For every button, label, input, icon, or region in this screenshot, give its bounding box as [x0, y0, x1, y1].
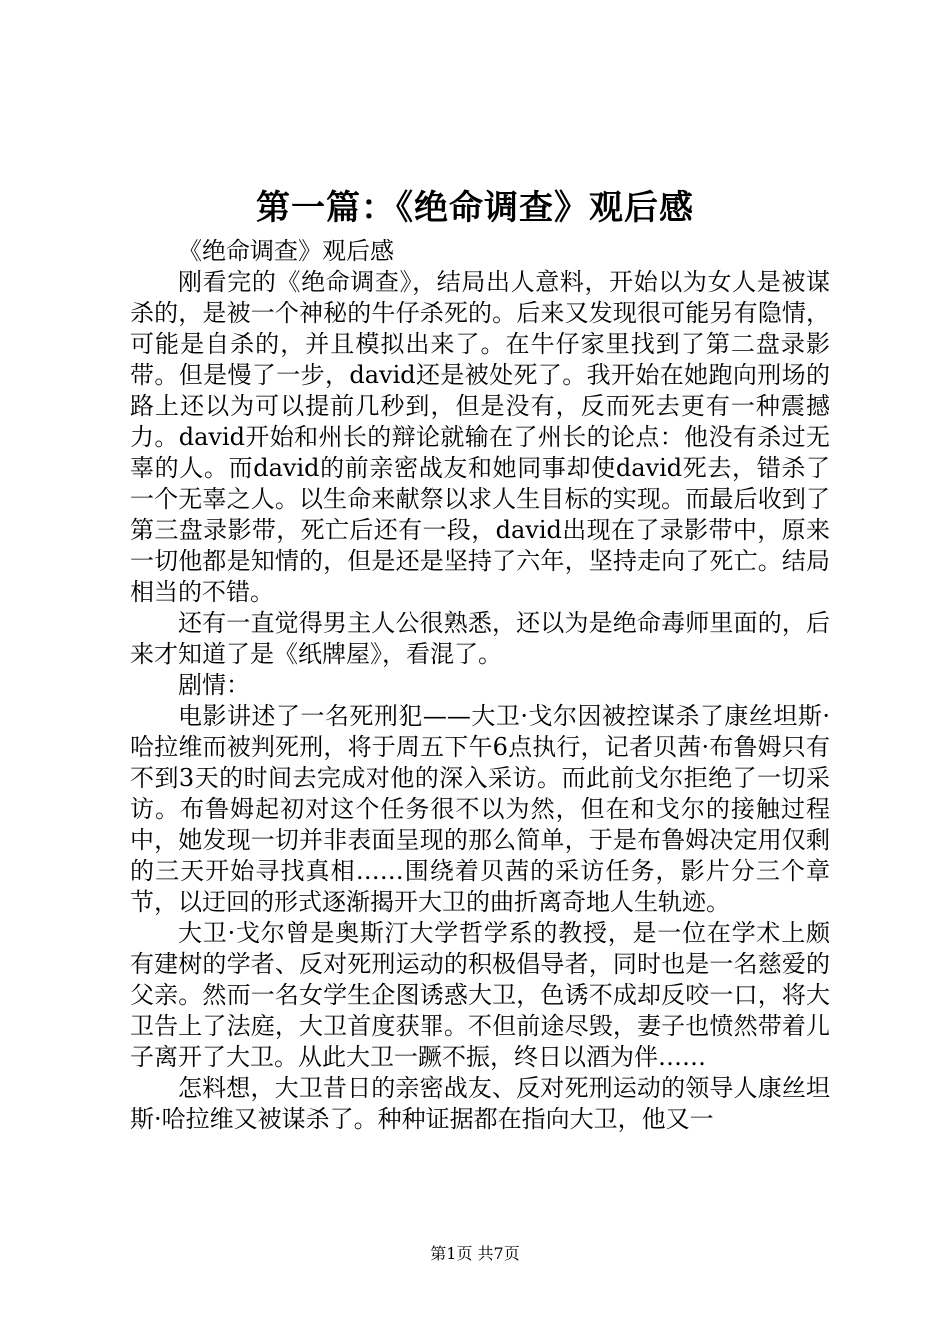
paragraph: 还有一直觉得男主人公很熟悉，还以为是绝命毒师里面的，后来才知道了是《纸牌屋》，看混了。: [130, 609, 830, 668]
paragraph-subtitle: 《绝命调查》观后感: [178, 237, 394, 265]
paragraph: 电影讲述了一名死刑犯——大卫·戈尔因被控谋杀了康丝坦斯·哈拉维而被判死刑，将于周五下午6点执行，记者贝茜·布鲁姆只有不到3天的时间去完成对他的深入采访。而此前戈尔拒绝了一切采访。布鲁姆起初对这个任务很不以为然，但在和戈尔的接触过程中，她发现一切并非表面呈现的那么简单，于是布鲁姆决定用仅剩的三天开始寻找真相……围绕着贝茜的采访任务，影片分三个章节，以迂回的形式逐渐揭开大卫的曲折离奇地人生轨迹。: [130, 702, 830, 916]
page-footer: 第1页 共7页: [430, 1244, 520, 1263]
paragraph-heading: 剧情：: [178, 671, 250, 699]
paragraph: 大卫·戈尔曾是奥斯汀大学哲学系的教授，是一位在学术上颇有建树的学者、反对死刑运动的积极倡导者，同时也是一名慈爱的父亲。然而一名女学生企图诱惑大卫，色诱不成却反咬一口，将大卫告上了法庭，大卫首度获罪。不但前途尽毁，妻子也愤然带着儿子离开了大卫。从此大卫一蹶不振，终日以酒为伴……: [130, 919, 830, 1071]
paragraph: 怎料想，大卫昔日的亲密战友、反对死刑运动的领导人康丝坦斯·哈拉维又被谋杀了。种种证据都在指向大卫，他又一: [130, 1074, 830, 1133]
document-body: [130, 236, 830, 1135]
document-title: 第一篇：《绝命调查》观后感: [256, 188, 694, 228]
paragraph: 刚看完的《绝命调查》，结局出人意料，开始以为女人是被谋杀的，是被一个神秘的牛仔杀死的。后来又发现很可能另有隐情，可能是自杀的，并且模拟出来了。在牛仔家里找到了第二盘录影带。但是慢了一步，david还是被处死了。我开始在她跑向刑场的路上还以为可以提前几秒到，但是没有，反而死去更有一种震撼力。david开始和州长的辩论就输在了州长的论点：他没有杀过无辜的人。而david的前亲密战友和她同事却使david死去，错杀了一个无辜之人。以生命来献祭以求人生目标的实现。而最后收到了第三盘录影带，死亡后还有一段，david出现在了录影带中，原来一切他都是知情的，但是还是坚持了六年，坚持走向了死亡。结局相当的不错。: [130, 268, 830, 606]
